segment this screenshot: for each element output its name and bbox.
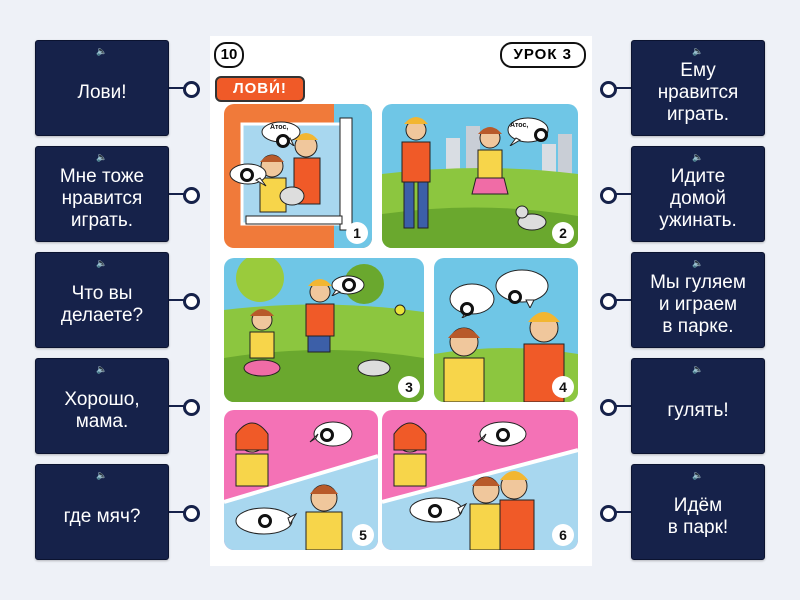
comic-frame-5 — [224, 410, 378, 550]
card-label: Идём в парк! — [667, 495, 729, 538]
comic-frame-3 — [224, 258, 424, 402]
comic-title: ЛОВИ́! — [215, 76, 305, 102]
connector-line — [614, 193, 631, 195]
connector-dot[interactable] — [183, 505, 200, 522]
drop-target[interactable] — [460, 302, 474, 316]
answer-card-left-1[interactable] — [35, 40, 169, 136]
frame-number: 3 — [398, 376, 420, 398]
card-label: Что вы делаете? — [60, 283, 144, 326]
speaker-icon[interactable]: 🔈 — [692, 46, 704, 56]
connector-line — [614, 405, 631, 407]
drop-target[interactable] — [258, 514, 272, 528]
frame-number: 5 — [352, 524, 374, 546]
answer-card-right-3[interactable] — [631, 252, 765, 348]
card-label: Идите домой ужинать. — [659, 166, 737, 231]
card-label: Мы гуляем и играем в парке. — [650, 272, 746, 337]
speaker-icon[interactable]: 🔈 — [692, 258, 704, 268]
drop-target[interactable] — [428, 504, 442, 518]
card-label: где мяч? — [63, 506, 141, 527]
page-number: 10 — [214, 42, 244, 68]
drop-target[interactable] — [496, 428, 510, 442]
speaker-icon[interactable]: 🔈 — [96, 470, 108, 480]
dog-name-text: Атос, — [270, 124, 289, 131]
connector-line — [614, 511, 631, 513]
card-label: Мне тоже нравится играть. — [59, 166, 145, 231]
answer-card-left-2[interactable] — [35, 146, 169, 242]
answer-card-left-3[interactable] — [35, 252, 169, 348]
speaker-icon[interactable]: 🔈 — [96, 364, 108, 374]
comic-frame-4 — [434, 258, 578, 402]
answer-card-right-1[interactable] — [631, 40, 765, 136]
connector-dot[interactable] — [183, 399, 200, 416]
speaker-icon[interactable]: 🔈 — [692, 152, 704, 162]
connector-dot[interactable] — [600, 293, 617, 310]
speaker-icon[interactable]: 🔈 — [692, 364, 704, 374]
frame-number: 2 — [552, 222, 574, 244]
connector-dot[interactable] — [600, 505, 617, 522]
lesson-badge: УРОК 3 — [500, 42, 586, 68]
connector-dot[interactable] — [600, 187, 617, 204]
connector-line — [614, 87, 631, 89]
drop-target[interactable] — [240, 168, 254, 182]
speaker-icon[interactable]: 🔈 — [692, 470, 704, 480]
comic-frame-1 — [224, 104, 372, 248]
comic-page — [210, 36, 592, 566]
connector-dot[interactable] — [183, 81, 200, 98]
answer-card-right-4[interactable] — [631, 358, 765, 454]
connector-dot[interactable] — [600, 399, 617, 416]
connector-dot[interactable] — [600, 81, 617, 98]
answer-card-right-5[interactable] — [631, 464, 765, 560]
frame-3-illustration — [224, 258, 424, 402]
drop-target[interactable] — [276, 134, 290, 148]
answer-card-left-4[interactable] — [35, 358, 169, 454]
dog-name-text: Атос, — [510, 122, 529, 129]
frame-number: 1 — [346, 222, 368, 244]
frame-number: 4 — [552, 376, 574, 398]
answer-card-right-2[interactable] — [631, 146, 765, 242]
speaker-icon[interactable]: 🔈 — [96, 152, 108, 162]
answer-card-left-5[interactable] — [35, 464, 169, 560]
card-label: гулять! — [667, 400, 729, 421]
connector-line — [614, 299, 631, 301]
speaker-icon[interactable]: 🔈 — [96, 258, 108, 268]
card-label: Лови! — [77, 82, 127, 103]
card-label: Хорошо, мама. — [64, 389, 140, 432]
connector-dot[interactable] — [183, 187, 200, 204]
comic-frame-2 — [382, 104, 578, 248]
speaker-icon[interactable]: 🔈 — [96, 46, 108, 56]
drop-target[interactable] — [320, 428, 334, 442]
comic-frame-6 — [382, 410, 578, 550]
drop-target[interactable] — [534, 128, 548, 142]
card-label: Ему нравится играть. — [657, 60, 739, 125]
drop-target[interactable] — [508, 290, 522, 304]
connector-dot[interactable] — [183, 293, 200, 310]
frame-number: 6 — [552, 524, 574, 546]
drop-target[interactable] — [342, 278, 356, 292]
speech-bubble — [494, 268, 550, 308]
